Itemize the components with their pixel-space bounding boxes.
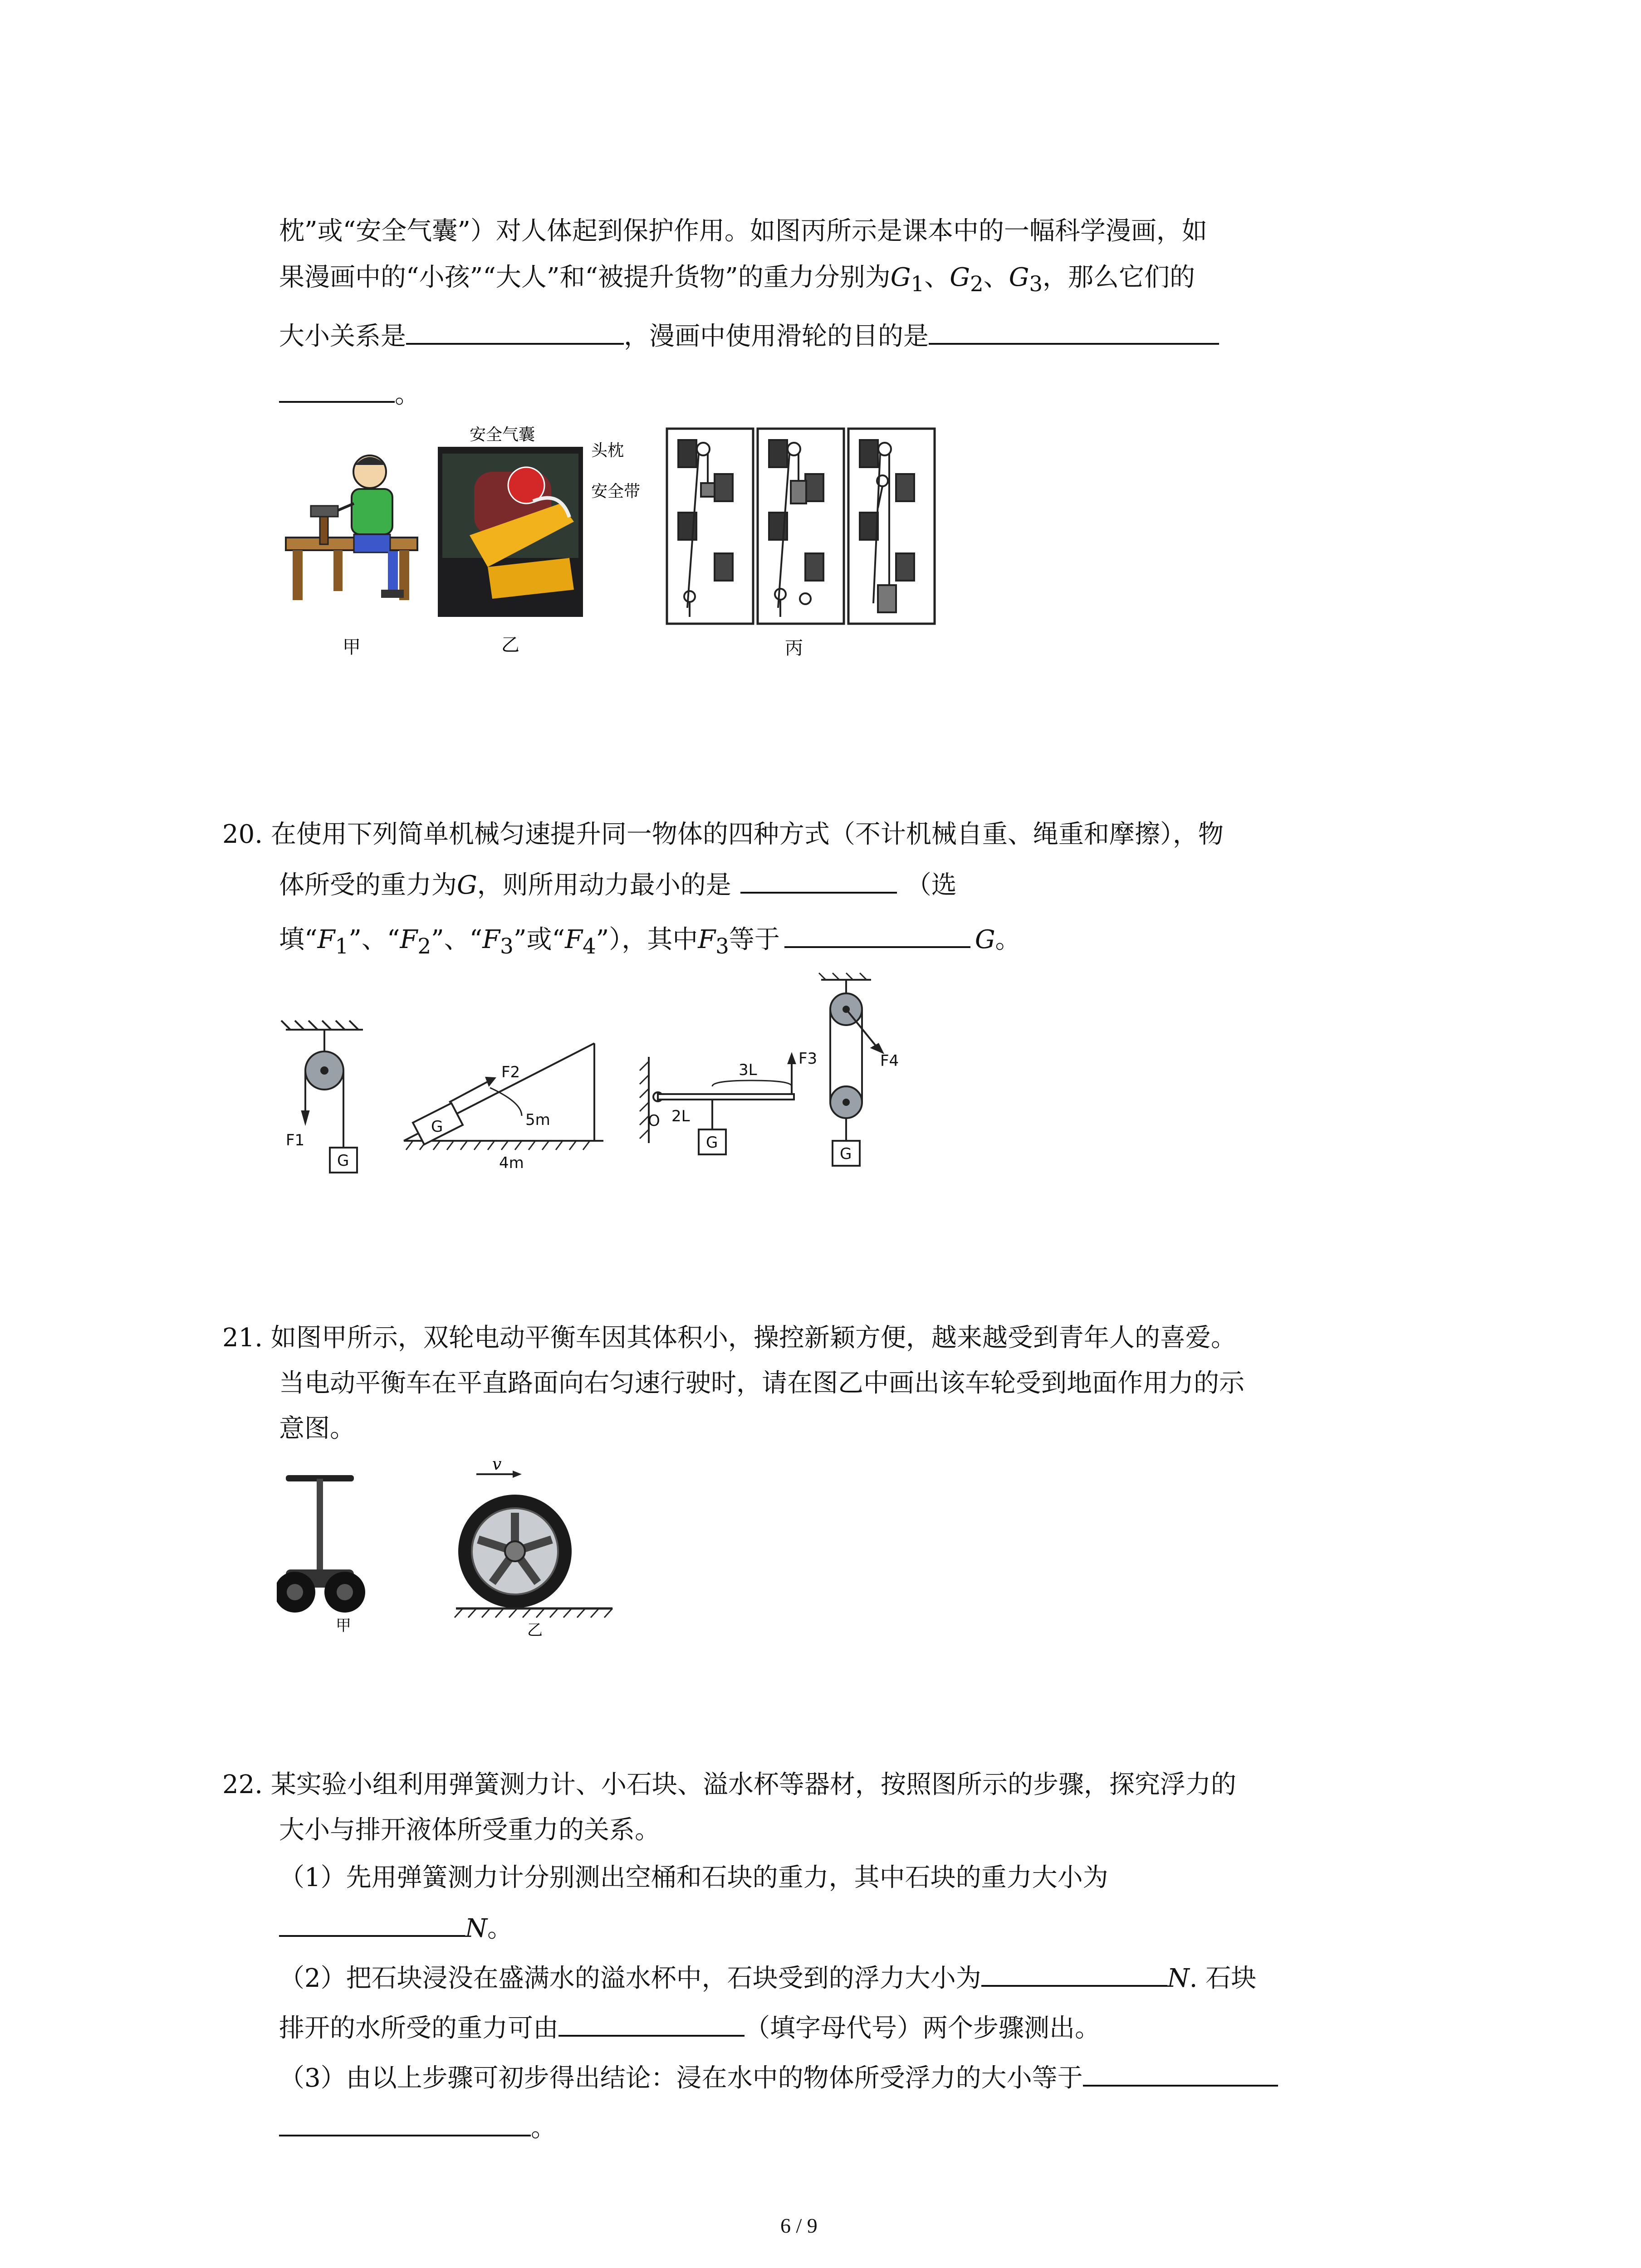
label-O: O bbox=[648, 1112, 660, 1130]
q22-line-1: 22. 某实验小组利用弹簧测力计、小石块、溢水杯等器材，按照图所示的步骤，探究浮力的 bbox=[222, 1770, 1236, 1799]
question-number: 21. bbox=[222, 1323, 263, 1353]
label-airbag: 安全气囊 bbox=[470, 425, 535, 444]
label-F1: F1 bbox=[286, 1131, 305, 1149]
balance-scooter-image bbox=[277, 1475, 365, 1613]
q22-part3-line2: 。 bbox=[279, 2109, 556, 2146]
label-F3: F3 bbox=[798, 1050, 818, 1068]
q22-part3-line1: （3）由以上步骤可初步得出结论：浸在水中的物体所受浮力的大小等于 bbox=[279, 2059, 1278, 2097]
answer-blank[interactable] bbox=[1083, 2059, 1278, 2087]
answer-blank[interactable] bbox=[279, 2109, 531, 2136]
question-number: 22. bbox=[222, 1770, 263, 1799]
answer-blank[interactable] bbox=[279, 1910, 465, 1937]
answer-blank[interactable] bbox=[558, 2009, 745, 2037]
label-F4: F4 bbox=[880, 1052, 899, 1070]
q20-line-1: 20. 在使用下列简单机械匀速提升同一物体的四种方式（不计机械自重、绳重和摩擦），物 bbox=[222, 820, 1224, 849]
label-F2: F2 bbox=[501, 1063, 520, 1081]
q21-figure bbox=[277, 1456, 649, 1647]
label-G-pulley: G bbox=[337, 1152, 349, 1170]
answer-blank[interactable] bbox=[740, 866, 897, 894]
q21-line-3: 意图。 bbox=[279, 1414, 355, 1443]
q19-figure bbox=[279, 422, 946, 658]
caption-jia: 甲 bbox=[336, 1617, 351, 1635]
label-3L: 3L bbox=[739, 1061, 757, 1079]
wheel-image bbox=[455, 1471, 612, 1618]
q22-part1-answer: N。 bbox=[279, 1910, 513, 1947]
q21-line-1: 21. 如图甲所示，双轮电动平衡车因其体积小，操控新颖方便，越来越受到青年人的喜爱。 bbox=[222, 1323, 1236, 1353]
answer-blank[interactable] bbox=[929, 318, 1219, 345]
q22-part2-line1: （2）把石块浸没在盛满水的溢水杯中，石块受到的浮力大小为 N. 石块 bbox=[279, 1960, 1256, 1997]
answer-blank[interactable] bbox=[406, 318, 624, 345]
label-headrest: 头枕 bbox=[591, 441, 624, 460]
answer-blank[interactable] bbox=[279, 376, 395, 403]
car-airbag-photo bbox=[438, 447, 583, 617]
caption-jia: 甲 bbox=[343, 637, 361, 658]
pulley-comic bbox=[667, 429, 935, 624]
caption-yi: 乙 bbox=[527, 1621, 543, 1639]
q22-line-2: 大小与排开液体所受重力的关系。 bbox=[279, 1815, 660, 1845]
q19-line-3: 大小关系是 ，漫画中使用滑轮的目的是 bbox=[279, 318, 1219, 355]
q19-line-4: 。 bbox=[279, 376, 420, 413]
q20-line-3: 填“$F_1$”、“$F_2$”、“$F_3$”或“$F_4$”），其中$F_3$等于 G。 bbox=[279, 921, 1021, 965]
q21-line-2: 当电动平衡车在平直路面向右匀速行驶时，请在图乙中画出该车轮受到地面作用力的示 bbox=[279, 1369, 1244, 1398]
label-seatbelt: 安全带 bbox=[591, 482, 641, 501]
label-G-lever: G bbox=[706, 1134, 718, 1152]
question-number: 20. bbox=[222, 820, 263, 849]
label-G-incline: G bbox=[431, 1118, 443, 1136]
q22-part2-line2: 排开的水所受的重力可由 （填字母代号）两个步骤测出。 bbox=[279, 2009, 1100, 2047]
caption-bing: 丙 bbox=[785, 638, 803, 658]
caption-yi: 乙 bbox=[501, 635, 519, 655]
boy-hammer-illustration bbox=[286, 455, 417, 600]
label-2L: 2L bbox=[671, 1107, 690, 1125]
answer-blank[interactable] bbox=[784, 921, 970, 948]
page-number: 6 / 9 bbox=[780, 2214, 818, 2237]
q19-line-1: 枕”或“安全气囊”）对人体起到保护作用。如图丙所示是课本中的一幅科学漫画，如 bbox=[279, 216, 1207, 246]
q22-part1: （1）先用弹簧测力计分别测出空桶和石块的重力，其中石块的重力大小为 bbox=[279, 1863, 1108, 1892]
label-G-block: G bbox=[840, 1145, 852, 1163]
label-4m: 4m bbox=[499, 1154, 524, 1172]
q20-figure bbox=[277, 966, 935, 1184]
q20-line-2: 体所受的重力为G，则所用动力最小的是 （选 bbox=[279, 866, 957, 904]
q19-line-2: 果漫画中的“小孩”“大人”和“被提升货物”的重力分别为$G_1$、$G_2$、$G_3$，那么它们的 bbox=[279, 263, 1195, 297]
answer-blank[interactable] bbox=[981, 1960, 1167, 1987]
label-5m: 5m bbox=[525, 1111, 550, 1129]
label-velocity: v bbox=[492, 1456, 502, 1474]
